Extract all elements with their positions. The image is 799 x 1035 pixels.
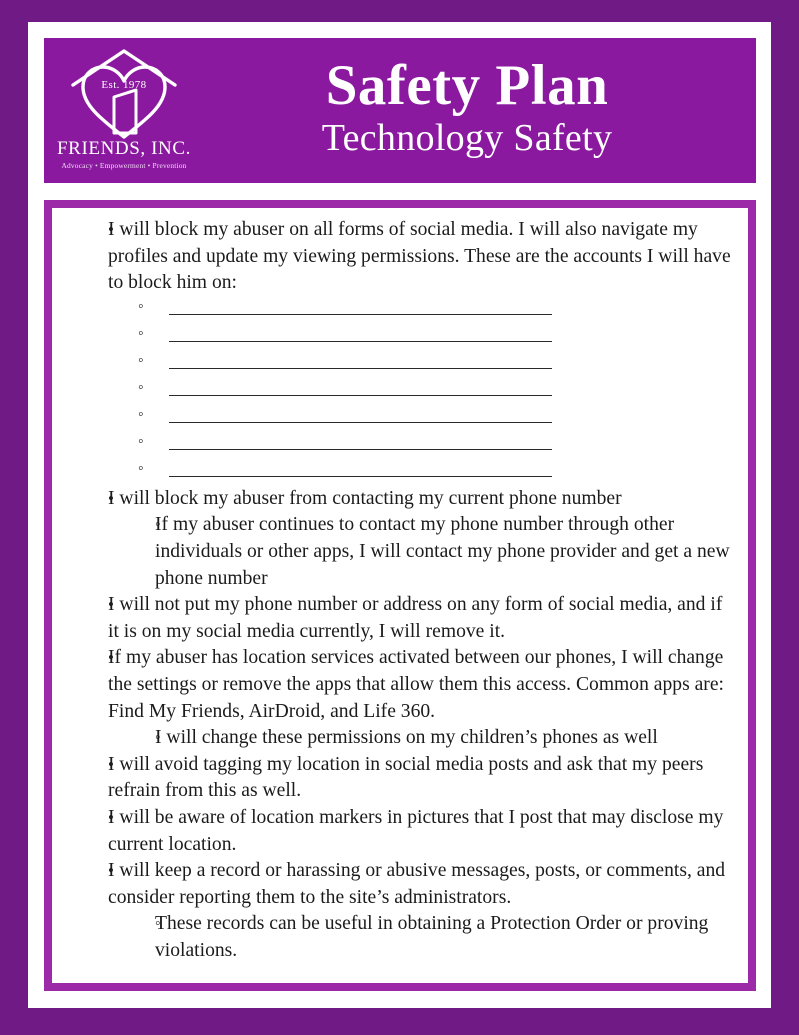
blank-lines-group <box>108 297 734 486</box>
safety-checklist <box>66 217 734 964</box>
write-in-rule[interactable] <box>169 395 552 396</box>
checklist-item <box>92 217 734 486</box>
document-header <box>44 38 756 183</box>
house-heart-door-icon <box>65 45 183 143</box>
logo-organization-name: FRIENDS, INC. <box>57 137 191 159</box>
checklist-item <box>92 486 734 592</box>
checklist-subitem <box>138 911 734 964</box>
title-block <box>204 54 756 160</box>
checklist-subitem <box>138 725 734 752</box>
write-in-rule[interactable] <box>169 476 552 477</box>
write-in-rule[interactable] <box>169 449 552 450</box>
checklist-item-text: • I will keep a record or harassing or abusive messages, posts, or comments, and consider reporting them to the site’s administrators. <box>108 858 734 911</box>
page-subtitle: Technology Safety <box>321 116 613 159</box>
write-in-rule[interactable] <box>169 341 552 342</box>
blank-line-item[interactable] <box>138 378 734 405</box>
content-area <box>52 208 748 983</box>
checklist-item <box>92 645 734 751</box>
checklist-item <box>92 858 734 964</box>
checklist-item <box>92 752 734 805</box>
checklist-subitem-text: ◦ If my abuser continues to contact my phone number through other individuals or other apps, I will contact my phone provider and get a new phone number <box>155 512 734 592</box>
page-title: Safety Plan <box>325 54 609 118</box>
checklist-item <box>92 805 734 858</box>
checklist-subitems <box>108 911 734 964</box>
write-in-rule[interactable] <box>169 368 552 369</box>
checklist-subitem <box>138 512 734 592</box>
checklist-item-text: • I will not put my phone number or address on any form of social media, and if it is on my social media currently, I will remove it. <box>108 592 734 645</box>
logo-established-text: Est. 1978 <box>101 78 147 91</box>
checklist-item-text: • I will block my abuser on all forms of social media. I will also navigate my profiles and update my viewing permissions. These are the accounts I will have to block him on: <box>108 217 734 297</box>
checklist-subitems <box>108 512 734 592</box>
checklist-item-text: • I will avoid tagging my location in social media posts and ask that my peers refrain from this as well. <box>108 752 734 805</box>
blank-line-item[interactable] <box>138 432 734 459</box>
checklist-item-text: • I will block my abuser from contacting my current phone number <box>108 486 734 513</box>
blank-line-item[interactable] <box>138 459 734 486</box>
content-box <box>44 200 756 991</box>
write-in-rule[interactable] <box>169 314 552 315</box>
blank-line-item[interactable] <box>138 351 734 378</box>
blank-line-item[interactable] <box>138 297 734 324</box>
blank-line-item[interactable] <box>138 405 734 432</box>
checklist-item <box>92 592 734 645</box>
checklist-subitem-text: ◦ These records can be useful in obtaining a Protection Order or proving violations. <box>155 911 734 964</box>
checklist-item-text: • If my abuser has location services activated between our phones, I will change the settings or remove the apps that allow them this access. Common apps are: Find My Friends, AirDroid, and Life 360. <box>108 645 734 725</box>
checklist-subitems <box>108 725 734 752</box>
checklist-subitem-text: ◦ I will change these permissions on my children’s phones as well <box>155 725 734 752</box>
write-in-rule[interactable] <box>169 422 552 423</box>
logo-tagline: Advocacy • Empowerment • Prevention <box>61 160 187 170</box>
checklist-item-text: • I will be aware of location markers in pictures that I post that may disclose my current location. <box>108 805 734 858</box>
organization-logo <box>44 41 204 181</box>
blank-line-item[interactable] <box>138 324 734 351</box>
